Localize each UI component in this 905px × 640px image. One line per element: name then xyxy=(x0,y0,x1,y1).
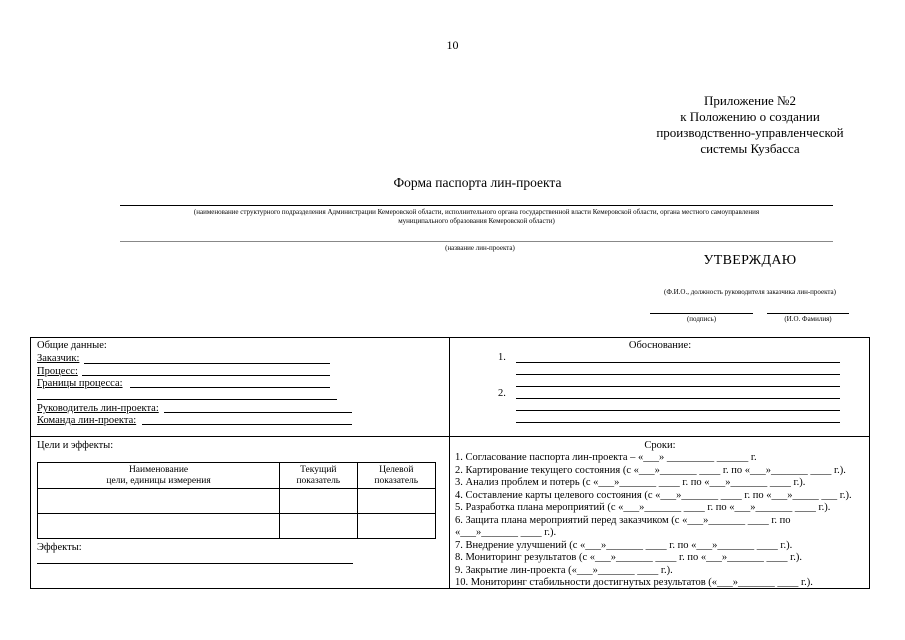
leader-label: Руководитель лин-проекта: xyxy=(37,403,159,414)
appendix-line: производственно-управленческой xyxy=(656,125,844,140)
goals-col-header-line: Наименование xyxy=(128,464,189,475)
general-data-heading: Общие данные: xyxy=(37,340,107,351)
approve-title: УТВЕРЖДАЮ xyxy=(703,253,797,268)
terms-item: 2. Картирование текущего состояния (с «___»_______ ____ г. по «___»_______ ____ г.). xyxy=(455,464,846,476)
project-name-line xyxy=(120,241,833,242)
goals-table-row xyxy=(38,514,436,539)
project-caption: (название лин-проекта) xyxy=(445,244,515,252)
customer-field[interactable] xyxy=(84,363,330,364)
effects-label: Эффекты: xyxy=(37,542,82,553)
terms-item: 1. Согласование паспорта лин-проекта – «___» _________ ______ г. xyxy=(455,452,757,463)
boundaries-field-2[interactable] xyxy=(37,399,337,400)
goals-col-header-line: цели, единицы измерения xyxy=(106,475,211,486)
process-field[interactable] xyxy=(82,375,330,376)
goals-col-header-line: показатель xyxy=(374,475,419,486)
terms-list xyxy=(455,452,867,590)
goals-cell[interactable] xyxy=(38,489,280,514)
goals-col-header-line: показатель xyxy=(296,475,341,486)
org-caption-line: (наименование структурного подразделения Администрации Кемеровской области, исполнительного органа государственной власти Кемеровской области, органа местного самоуправления xyxy=(193,208,760,216)
boundaries-field[interactable] xyxy=(130,387,330,388)
appendix-line: Приложение №2 xyxy=(704,93,796,108)
justification-item-number: 2. xyxy=(498,388,506,399)
terms-heading: Сроки: xyxy=(644,440,676,451)
goals-cell[interactable] xyxy=(357,489,435,514)
goals-cell[interactable] xyxy=(357,514,435,539)
passport-divider xyxy=(449,337,450,589)
terms-item: 8. Мониторинг результатов (с «___»_______ ____ г. по «___»_______ ____ г.). xyxy=(455,552,802,563)
page-number: 10 xyxy=(446,38,459,52)
terms-item: 10. Мониторинг стабильности достигнутых результатов («___»_______ ____ г.). xyxy=(455,577,813,588)
goals-col-header-line: Текущий xyxy=(300,464,337,475)
appendix-header xyxy=(600,93,900,157)
terms-item: 7. Внедрение улучшений (с «___»_______ ____ г. по «___»_______ ____ г.). xyxy=(455,539,793,551)
org-name-line xyxy=(120,205,833,206)
org-caption xyxy=(110,208,843,226)
goals-col-name-header xyxy=(38,463,280,489)
team-field[interactable] xyxy=(142,424,352,425)
process-label: Процесс: xyxy=(37,366,78,377)
goals-heading: Цели и эффекты: xyxy=(37,440,114,451)
goals-col-header-line: Целевой xyxy=(379,464,414,475)
justification-heading: Обоснование: xyxy=(628,340,692,351)
terms-item: 4. Составление карты целевого состояния (с «___»_______ ____ г. по «___»_____ ___ г.). xyxy=(455,489,852,501)
justification-line[interactable] xyxy=(516,410,840,411)
org-caption-line: муниципального образования Кемеровской области) xyxy=(398,217,555,225)
leader-field[interactable] xyxy=(164,412,352,413)
justification-item-number: 1. xyxy=(498,352,506,363)
goals-cell[interactable] xyxy=(280,489,357,514)
justification-line[interactable] xyxy=(516,422,840,423)
approver-caption: (Ф.И.О., должность руководителя заказчика лин-проекта) xyxy=(664,288,836,296)
effects-field[interactable] xyxy=(37,563,353,564)
justification-line[interactable] xyxy=(516,374,840,375)
customer-label: Заказчик: xyxy=(37,353,80,364)
goals-cell[interactable] xyxy=(280,514,357,539)
justification-line[interactable] xyxy=(516,362,840,363)
goals-cell[interactable] xyxy=(38,514,280,539)
justification-line[interactable] xyxy=(516,398,840,399)
name-caption: (И.О. Фамилия) xyxy=(784,315,832,323)
form-title: Форма паспорта лин-проекта xyxy=(393,175,562,190)
justification-line[interactable] xyxy=(516,386,840,387)
goals-table xyxy=(37,462,436,539)
goals-col-target-header xyxy=(357,463,435,489)
terms-item: «___»_______ ____ г.). xyxy=(455,527,557,538)
terms-item: 5. Разработка плана мероприятий (с «___»_______ ____ г. по «___»_______ ____ г.). xyxy=(455,502,831,513)
appendix-line: к Положению о создании xyxy=(680,109,820,124)
team-label: Команда лин-проекта: xyxy=(37,415,137,426)
passport-row-divider xyxy=(30,436,870,437)
signature-line xyxy=(650,313,753,314)
signature-caption: (подпись) xyxy=(686,315,717,323)
terms-item: 3. Анализ проблем и потерь (с «___»_______ ____ г. по «___»_______ ____ г.). xyxy=(455,477,806,488)
goals-col-current-header xyxy=(280,463,357,489)
appendix-line: системы Кузбасса xyxy=(700,141,800,156)
terms-item: 9. Закрытие лин-проекта («___»_______ ____ г.). xyxy=(455,564,673,576)
terms-item: 6. Защита плана мероприятий перед заказчиком (с «___»_______ ____ г. по xyxy=(455,514,791,526)
boundaries-label: Границы процесса: xyxy=(37,378,123,389)
goals-table-row xyxy=(38,489,436,514)
name-line xyxy=(767,313,849,314)
